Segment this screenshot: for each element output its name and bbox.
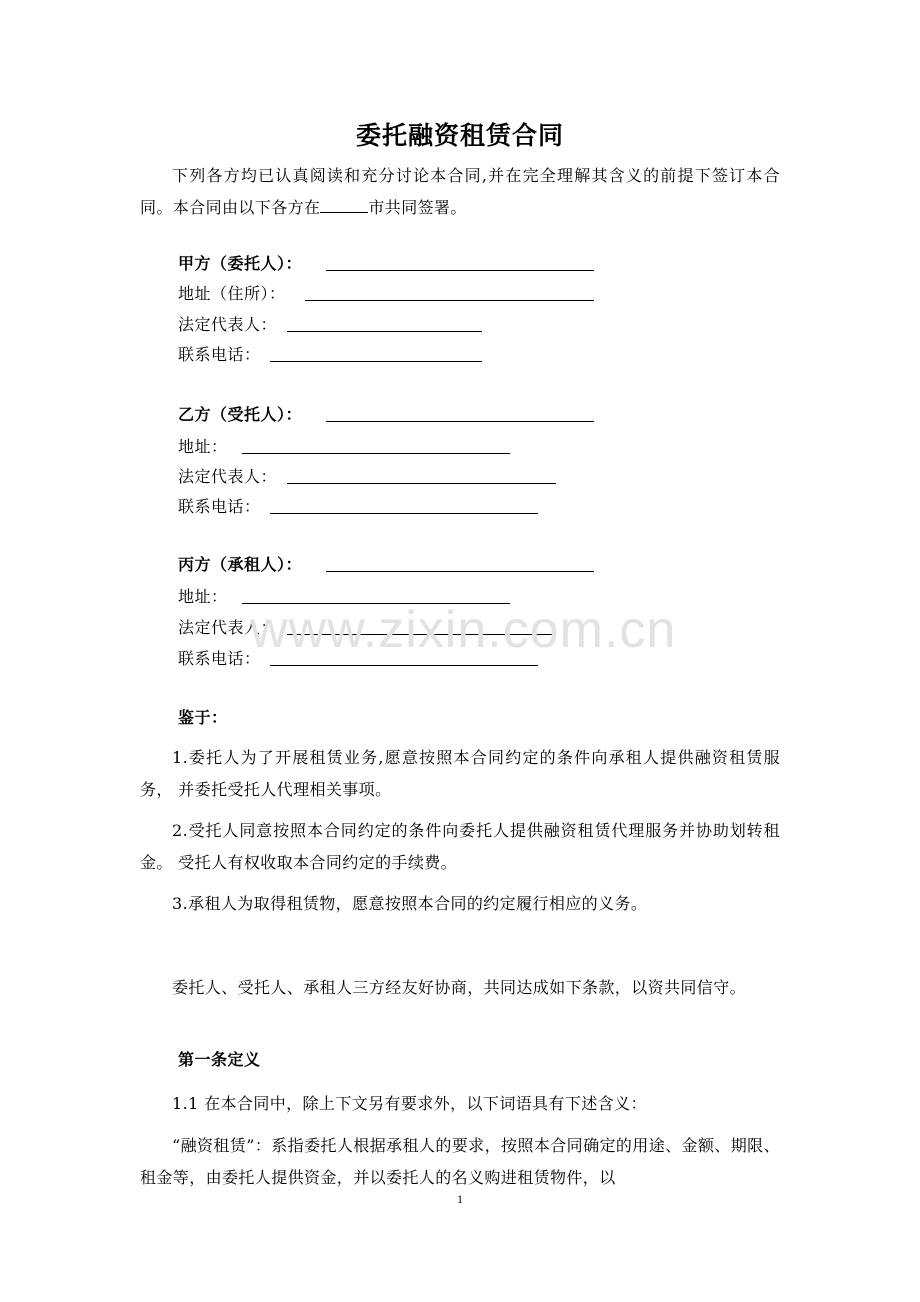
party-b-phone-blank [270, 513, 538, 514]
party-a-rep-blank [287, 331, 482, 332]
party-c-name-label: 丙方（承租人）： [178, 555, 303, 574]
party-b-rep-label: 法定代表人： [178, 467, 278, 486]
definition-financial-lease: “融资租赁”：系指委托人根据承租人的要求，按照本合同确定的用途、金额、期限、 租金等，由委托人提供资金，并以委托人的名义购进租赁物件，以 [140, 1136, 780, 1187]
party-a-address-label: 地址（住所）： [178, 284, 286, 303]
whereas-heading: 鉴于： [178, 708, 228, 727]
party-a-name-blank [326, 270, 594, 271]
whereas-item-3: 3.承租人为取得租赁物，愿意按照本合同的约定履行相应的义务。 [172, 894, 648, 913]
party-a-address-blank [305, 300, 594, 301]
party-c-phone-blank [270, 665, 538, 666]
watermark: www.zixin.com.cn [250, 601, 677, 659]
party-a-name-label: 甲方（委托人）： [178, 254, 303, 273]
contract-title: 委托融资租赁合同 [355, 121, 564, 150]
party-a-phone-blank [270, 361, 482, 362]
agreement-paragraph: 委托人、受托人、承租人三方经友好协商，共同达成如下条款，以资共同信守。 [172, 978, 747, 997]
party-c-rep-label: 法定代表人： [178, 618, 278, 637]
party-a-phone-label: 联系电话： [178, 345, 261, 364]
party-c-address-label: 地址： [178, 587, 228, 606]
intro-paragraph [140, 160, 780, 224]
party-b-name-blank [326, 421, 594, 422]
party-b-address-blank [242, 453, 510, 454]
page-number: 1 [457, 1192, 463, 1206]
party-b-rep-blank [287, 483, 556, 484]
party-c-phone-label: 联系电话： [178, 649, 261, 668]
party-b-name-label: 乙方（受托人）： [178, 405, 303, 424]
clause-1-1: 1.1 在本合同中，除上下文另有要求外，以下词语具有下述含义： [172, 1094, 647, 1113]
intro-text-end: 市共同签署。 [368, 198, 467, 217]
city-blank [320, 194, 368, 213]
party-c-name-blank [326, 571, 594, 572]
article-1-heading: 第一条定义 [178, 1050, 261, 1069]
whereas-item-1: 1.委托人为了开展租赁业务,愿意按照本合同约定的条件向承租人提供融资租赁服务， 并委托受托人代理相关事项。 [140, 748, 780, 799]
party-c-rep-blank [287, 634, 556, 635]
whereas-item-2: 2.受托人同意按照本合同约定的条件向委托人提供融资租赁代理服务并协助划转租金。 受托人有权收取本合同约定的手续费。 [140, 821, 780, 872]
party-b-address-label: 地址： [178, 437, 228, 456]
intro-text: 下列各方均已认真阅读和充分讨论本合同,并在完全理解其含义的前提下签订本合同。本合同由以下各方在 [140, 166, 780, 217]
party-a-rep-label: 法定代表人： [178, 315, 278, 334]
party-c-address-blank [242, 603, 510, 604]
party-b-phone-label: 联系电话： [178, 497, 261, 516]
